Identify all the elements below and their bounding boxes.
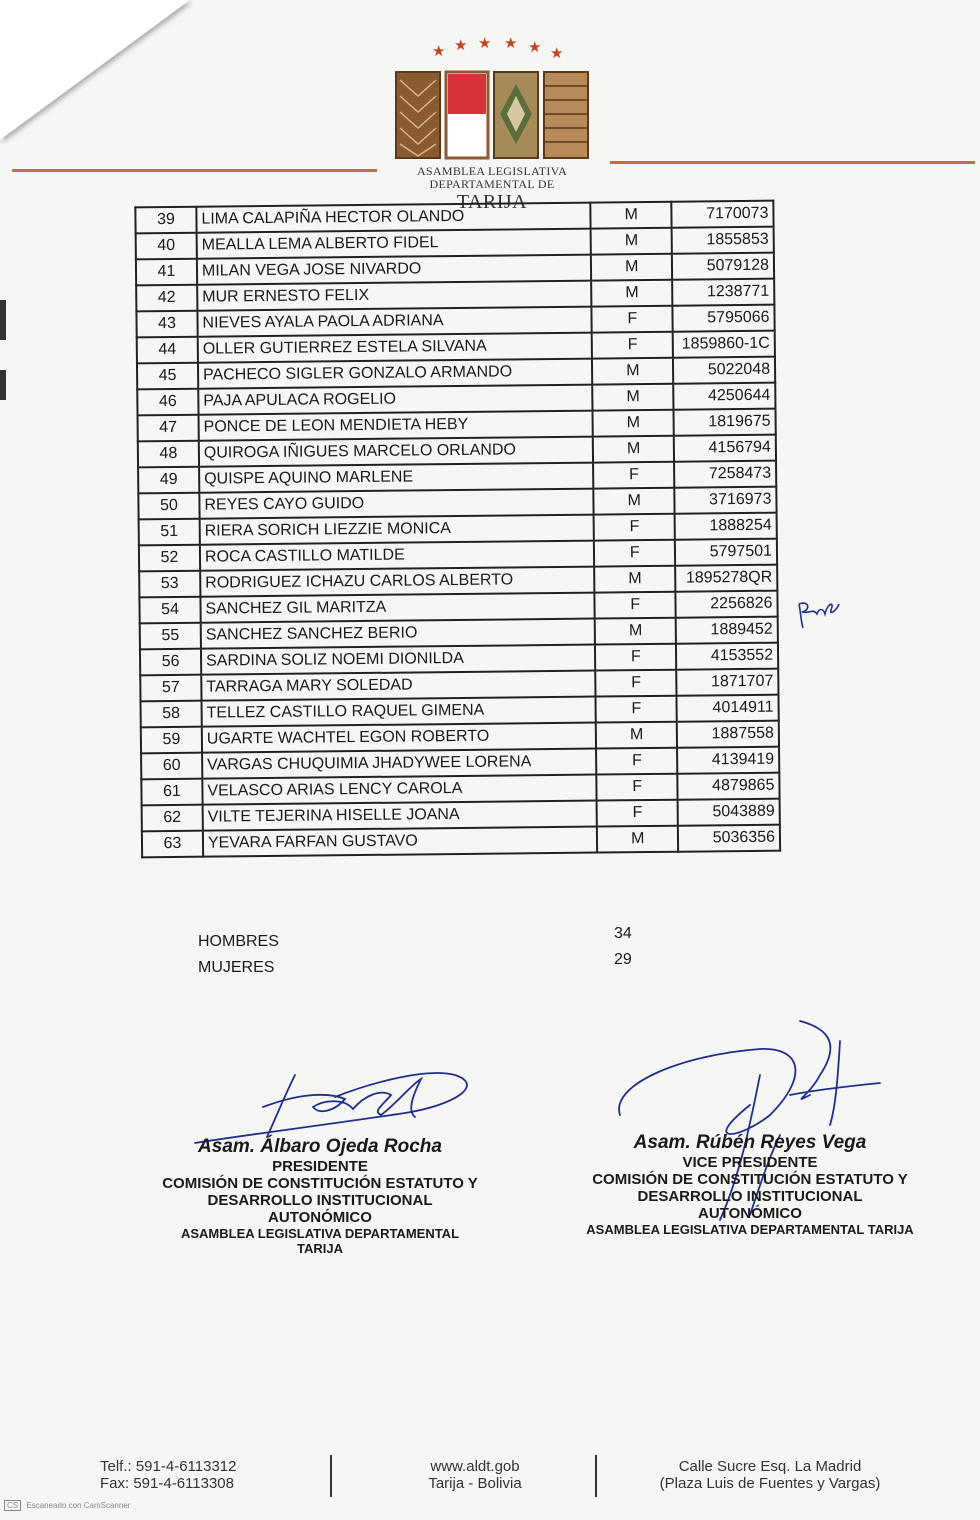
member-sex: F bbox=[594, 540, 676, 567]
roster-body bbox=[135, 201, 780, 858]
member-sex: M bbox=[596, 722, 678, 749]
member-name: UGARTE WACHTEL EGON ROBERTO bbox=[202, 723, 596, 753]
member-id: 5079128 bbox=[672, 253, 774, 280]
member-sex: F bbox=[594, 514, 676, 541]
member-id: 1238771 bbox=[673, 279, 775, 306]
table-row bbox=[142, 825, 780, 858]
row-number: 56 bbox=[140, 649, 201, 676]
men-count: 34 bbox=[614, 925, 632, 942]
footer-contact bbox=[100, 1458, 280, 1492]
member-name: PAJA APULACA ROGELIO bbox=[198, 385, 592, 415]
member-name: VARGAS CHUQUIMIA JHADYWEE LORENA bbox=[202, 749, 596, 779]
member-name: OLLER GUTIERREZ ESTELA SILVANA bbox=[198, 333, 592, 363]
roster bbox=[134, 200, 781, 859]
header-rule-right bbox=[610, 161, 975, 164]
stars-row bbox=[428, 32, 568, 60]
footer-separator bbox=[330, 1455, 332, 1497]
member-name: REYES CAYO GUIDO bbox=[199, 489, 593, 519]
member-sex: F bbox=[596, 774, 678, 801]
member-sex: F bbox=[596, 748, 678, 775]
row-number: 52 bbox=[139, 545, 200, 572]
signatory-left-org1: COMISIÓN DE CONSTITUCIÓN ESTATUTO Y bbox=[162, 1175, 478, 1192]
signatory-left-role: PRESIDENTE bbox=[272, 1158, 368, 1175]
star-icon: ★ bbox=[454, 37, 468, 54]
scan-edge-mark bbox=[0, 370, 6, 400]
member-sex: M bbox=[591, 254, 673, 281]
member-sex: M bbox=[590, 202, 672, 229]
member-id: 4153552 bbox=[676, 643, 778, 670]
member-sex: M bbox=[592, 358, 674, 385]
member-id: 1819675 bbox=[674, 409, 776, 436]
women-label: MUJERES bbox=[198, 959, 275, 976]
footer-web-block bbox=[390, 1458, 560, 1492]
row-number: 62 bbox=[142, 805, 203, 832]
member-name: MILAN VEGA JOSE NIVARDO bbox=[197, 255, 591, 285]
member-id: 7258473 bbox=[674, 461, 776, 488]
signatory-right bbox=[585, 1132, 915, 1237]
star-icon: ★ bbox=[504, 35, 518, 52]
row-number: 41 bbox=[136, 259, 197, 286]
member-name: PONCE DE LEON MENDIETA HEBY bbox=[198, 411, 592, 441]
row-number: 50 bbox=[138, 493, 199, 520]
page-fold bbox=[0, 0, 190, 140]
row-number: 44 bbox=[137, 337, 198, 364]
member-id: 5022048 bbox=[673, 357, 775, 384]
row-number: 43 bbox=[136, 311, 197, 338]
row-number: 45 bbox=[137, 363, 198, 390]
org-line-2: DEPARTAMENTAL DE bbox=[429, 177, 555, 191]
member-id: 5795066 bbox=[673, 305, 775, 332]
signatory-right-role: VICE PRESIDENTE bbox=[682, 1154, 818, 1171]
member-name: QUIROGA IÑIGUES MARCELO ORLANDO bbox=[199, 437, 593, 467]
member-name: TARRAGA MARY SOLEDAD bbox=[201, 671, 595, 701]
row-number: 42 bbox=[136, 285, 197, 312]
row-number: 49 bbox=[138, 467, 199, 494]
star-icon: ★ bbox=[528, 39, 542, 56]
member-id: 1855853 bbox=[672, 227, 774, 254]
member-name: ROCA CASTILLO MATILDE bbox=[200, 541, 594, 571]
star-icon: ★ bbox=[478, 35, 492, 52]
margin-initials bbox=[795, 596, 845, 632]
row-number: 63 bbox=[142, 831, 203, 858]
scanner-watermark bbox=[4, 1500, 130, 1511]
row-number: 58 bbox=[141, 701, 202, 728]
signatory-right-org1: COMISIÓN DE CONSTITUCIÓN ESTATUTO Y bbox=[592, 1171, 908, 1188]
signatory-left-org3: ASAMBLEA LEGISLATIVA DEPARTAMENTAL TARIJA bbox=[180, 1226, 460, 1256]
footer-fax: Fax: 591-4-6113308 bbox=[100, 1475, 234, 1492]
member-name: TELLEZ CASTILLO RAQUEL GIMENA bbox=[201, 697, 595, 727]
member-id: 1888254 bbox=[675, 513, 777, 540]
member-name: YEVARA FARFAN GUSTAVO bbox=[203, 827, 597, 857]
member-sex: M bbox=[594, 566, 676, 593]
signatory-left-name: Asam. Álbaro Ojeda Rocha bbox=[198, 1136, 442, 1157]
member-id: 2256826 bbox=[676, 591, 778, 618]
member-sex: F bbox=[592, 332, 674, 359]
member-id: 4879865 bbox=[678, 773, 780, 800]
member-name: SANCHEZ SANCHEZ BERIO bbox=[201, 619, 595, 649]
row-number: 53 bbox=[139, 571, 200, 598]
member-id: 4156794 bbox=[674, 435, 776, 462]
member-sex: M bbox=[593, 488, 675, 515]
member-name: NIEVES AYALA PAOLA ADRIANA bbox=[197, 307, 591, 337]
member-id: 1887558 bbox=[677, 721, 779, 748]
row-number: 46 bbox=[137, 389, 198, 416]
member-sex: F bbox=[595, 670, 677, 697]
star-icon: ★ bbox=[432, 43, 446, 60]
member-id: 1871707 bbox=[677, 669, 779, 696]
member-name: MUR ERNESTO FELIX bbox=[197, 281, 591, 311]
row-number: 48 bbox=[138, 441, 199, 468]
signatory-left bbox=[160, 1136, 480, 1256]
member-sex: M bbox=[592, 384, 674, 411]
member-sex: F bbox=[596, 696, 678, 723]
men-label: HOMBRES bbox=[198, 933, 279, 950]
member-id: 4139419 bbox=[677, 747, 779, 774]
member-name: VILTE TEJERINA HISELLE JOANA bbox=[203, 801, 597, 831]
signatory-right-org2: DESARROLLO INSTITUCIONAL AUTONÓMICO bbox=[637, 1188, 863, 1222]
org-line-1: ASAMBLEA LEGISLATIVA bbox=[416, 164, 568, 178]
footer-web[interactable]: www.aldt.gob bbox=[430, 1458, 520, 1475]
member-name: VELASCO ARIAS LENCY CAROLA bbox=[202, 775, 596, 805]
member-id: 7170073 bbox=[672, 201, 774, 228]
member-sex: F bbox=[595, 592, 677, 619]
member-id: 4250644 bbox=[674, 383, 776, 410]
member-sex: F bbox=[597, 800, 679, 827]
member-name: PACHECO SIGLER GONZALO ARMANDO bbox=[198, 359, 592, 389]
member-id: 4014911 bbox=[677, 695, 779, 722]
row-number: 57 bbox=[140, 675, 201, 702]
member-name: MEALLA LEMA ALBERTO FIDEL bbox=[197, 229, 591, 259]
assembly-logo bbox=[392, 66, 592, 162]
member-name: SARDINA SOLIZ NOEMI DIONILDA bbox=[201, 645, 595, 675]
member-name: QUISPE AQUINO MARLENE bbox=[199, 463, 593, 493]
member-sex: M bbox=[591, 280, 673, 307]
member-sex: F bbox=[593, 462, 675, 489]
footer-address bbox=[640, 1458, 900, 1492]
footer-separator bbox=[595, 1455, 597, 1497]
scanner-text: Escaneado con CamScanner bbox=[26, 1501, 131, 1510]
member-sex: M bbox=[593, 410, 675, 437]
member-sex: M bbox=[591, 228, 673, 255]
org-line-3: TARIJA bbox=[456, 191, 528, 213]
member-id: 5036356 bbox=[678, 825, 780, 852]
star-icon: ★ bbox=[550, 45, 564, 62]
member-sex: M bbox=[597, 826, 679, 853]
member-name: LIMA CALAPIÑA HECTOR OLANDO bbox=[196, 203, 590, 233]
member-name: SANCHEZ GIL MARITZA bbox=[200, 593, 594, 623]
member-id: 1859860-1C bbox=[673, 331, 775, 358]
row-number: 39 bbox=[135, 207, 196, 234]
scanner-badge: CS bbox=[4, 1500, 21, 1511]
member-sex: F bbox=[592, 306, 674, 333]
scan-edge-mark bbox=[0, 300, 6, 340]
signatory-right-org3: ASAMBLEA LEGISLATIVA DEPARTAMENTAL TARIJA bbox=[586, 1222, 914, 1237]
row-number: 51 bbox=[139, 519, 200, 546]
signatory-right-name: Asam. Rúbén Reyes Vega bbox=[633, 1132, 867, 1153]
member-id: 5043889 bbox=[678, 799, 780, 826]
row-number: 59 bbox=[141, 727, 202, 754]
footer-addr1: Calle Sucre Esq. La Madrid bbox=[678, 1458, 862, 1475]
row-number: 55 bbox=[140, 623, 201, 650]
member-name: RODRIGUEZ ICHAZU CARLOS ALBERTO bbox=[200, 567, 594, 597]
footer-city: Tarija - Bolivia bbox=[428, 1475, 522, 1492]
member-id: 1895278QR bbox=[676, 565, 778, 592]
member-id: 3716973 bbox=[675, 487, 777, 514]
member-name: RIERA SORICH LIEZZIE MONICA bbox=[200, 515, 594, 545]
member-sex: M bbox=[595, 618, 677, 645]
member-id: 5797501 bbox=[675, 539, 777, 566]
member-sex: M bbox=[593, 436, 675, 463]
row-number: 40 bbox=[136, 233, 197, 260]
header-rule-left bbox=[12, 169, 377, 172]
footer-addr2: (Plaza Luis de Fuentes y Vargas) bbox=[659, 1475, 881, 1492]
row-number: 54 bbox=[139, 597, 200, 624]
row-number: 60 bbox=[141, 753, 202, 780]
roster-table bbox=[134, 200, 781, 911]
footer-tel: Telf.: 591-4-6113312 bbox=[100, 1458, 237, 1475]
member-id: 1889452 bbox=[676, 617, 778, 644]
signatory-left-org2: DESARROLLO INSTITUCIONAL AUTONÓMICO bbox=[207, 1192, 433, 1226]
row-number: 61 bbox=[141, 779, 202, 806]
women-count: 29 bbox=[614, 951, 632, 968]
row-number: 47 bbox=[138, 415, 199, 442]
member-sex: F bbox=[595, 644, 677, 671]
